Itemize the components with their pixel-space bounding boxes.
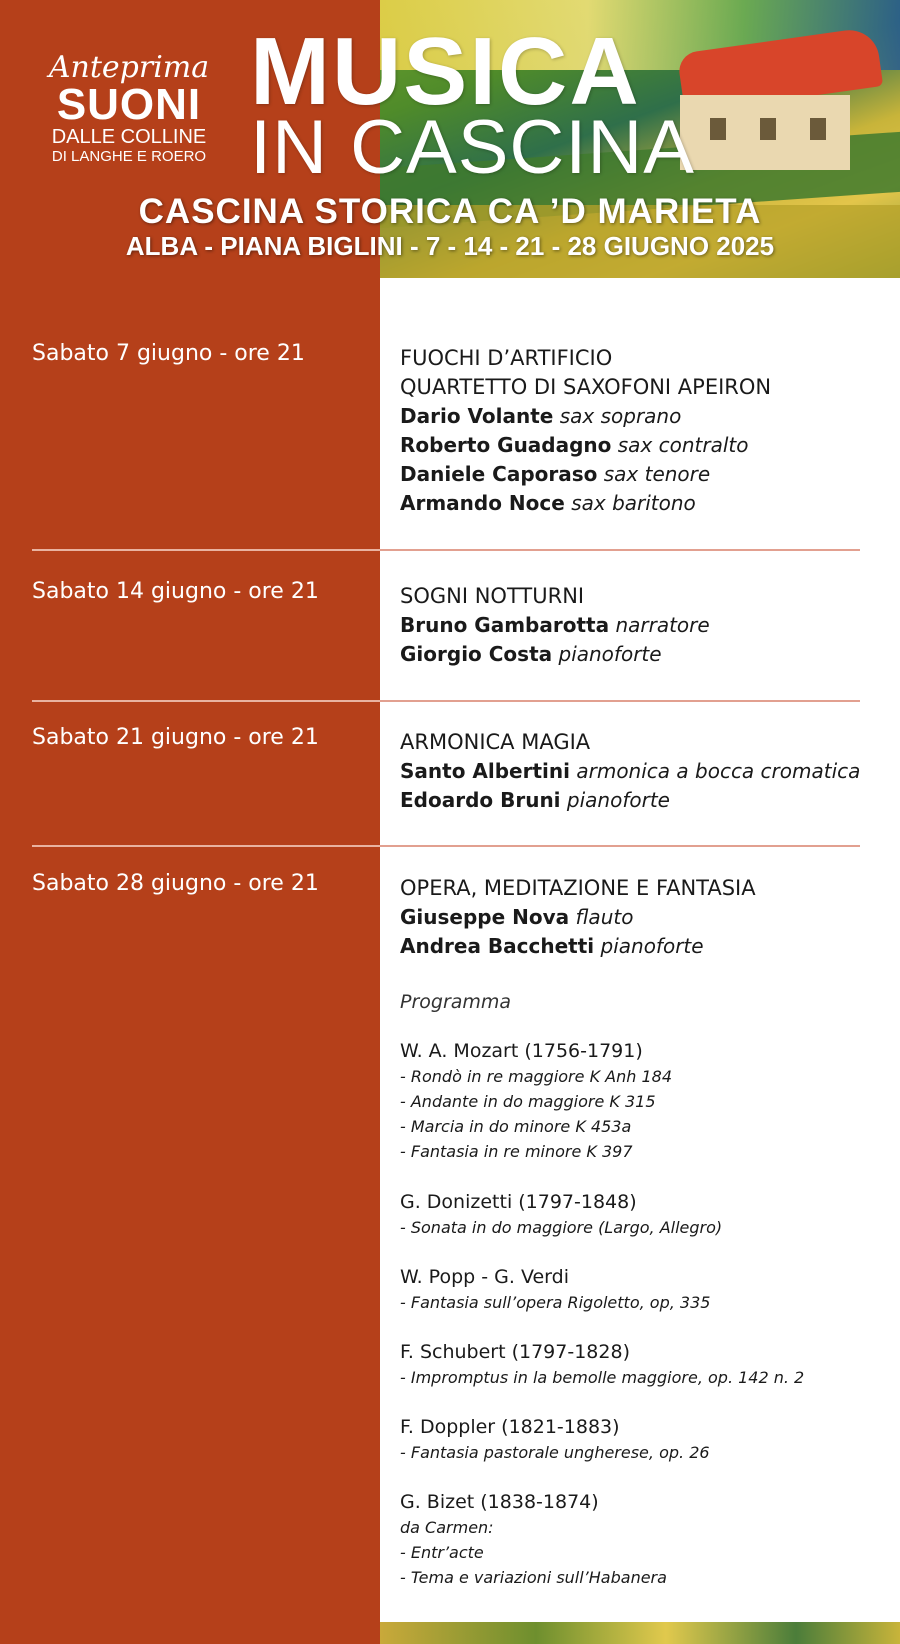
event-3-performer: Santo Albertini armonica a bocca cromatica: [400, 759, 861, 783]
event-2-performer: Bruno Gambarotta narratore: [400, 613, 710, 637]
event-4-performer: Giuseppe Nova flauto: [400, 905, 634, 929]
piece: - Marcia in do minore K 453a: [400, 1117, 632, 1136]
composer-mozart: W. A. Mozart (1756-1791): [400, 1040, 643, 1062]
brand-anteprima: Anteprima: [48, 50, 210, 85]
piece: - Entr’acte: [400, 1543, 484, 1562]
event-4-title: OPERA, MEDITAZIONE E FANTASIA: [400, 876, 756, 900]
event-2-title: SOGNI NOTTURNI: [400, 584, 585, 608]
divider: [32, 549, 860, 551]
event-3-date: Sabato 21 giugno - ore 21: [32, 725, 319, 750]
event-3-performer: Edoardo Bruni pianoforte: [400, 788, 670, 812]
divider: [32, 845, 860, 847]
composer-schubert: F. Schubert (1797-1828): [400, 1341, 630, 1363]
programma-label: Programma: [400, 991, 512, 1013]
event-1-date: Sabato 7 giugno - ore 21: [32, 341, 305, 366]
piece: da Carmen:: [400, 1518, 494, 1537]
divider: [32, 700, 860, 702]
venue-name: CASCINA STORICA CA ’D MARIETA: [138, 192, 762, 231]
composer-doppler: F. Doppler (1821-1883): [400, 1416, 620, 1438]
bottom-painting-strip: [380, 1622, 900, 1644]
brand-logo: [44, 52, 214, 166]
piece: - Fantasia in re minore K 397: [400, 1142, 633, 1161]
piece: - Fantasia pastorale ungherese, op. 26: [400, 1443, 710, 1462]
composer-bizet: G. Bizet (1838-1874): [400, 1491, 599, 1513]
event-1-title: FUOCHI D’ARTIFICIO QUARTETTO DI SAXOFONI APEIRON: [400, 346, 772, 399]
event-1-performer: Roberto Guadagno sax contralto: [400, 433, 749, 457]
event-1-performer: Daniele Caporaso sax tenore: [400, 462, 711, 486]
event-3-title: ARMONICA MAGIA: [400, 730, 591, 754]
piece: - Fantasia sull’opera Rigoletto, op, 335: [400, 1293, 711, 1312]
event-4-date: Sabato 28 giugno - ore 21: [32, 871, 319, 896]
brand-colline: DALLE COLLINE: [51, 126, 207, 148]
piece: - Impromptus in la bemolle maggiore, op. 142 n. 2: [400, 1368, 805, 1387]
piece: - Rondò in re maggiore K Anh 184: [400, 1067, 672, 1086]
event-2-performer: Giorgio Costa pianoforte: [400, 642, 662, 666]
event-1-performer: Armando Noce sax baritono: [400, 491, 696, 515]
composer-popp-verdi: W. Popp - G. Verdi: [400, 1266, 569, 1288]
title-musica: MUSICA: [250, 18, 641, 125]
event-1-performer: Dario Volante sax soprano: [400, 404, 682, 428]
event-dates: ALBA - PIANA BIGLINI - 7 - 14 - 21 - 28 GIUGNO 2025: [125, 231, 775, 261]
composer-donizetti: G. Donizetti (1797-1848): [400, 1191, 637, 1213]
event-4-performer: Andrea Bacchetti pianoforte: [400, 934, 704, 958]
piece: - Sonata in do maggiore (Largo, Allegro): [400, 1218, 723, 1237]
brand-langhe: DI LANGHE E ROERO: [51, 148, 207, 165]
brand-suoni: SUONI: [56, 80, 202, 129]
title-in-cascina: IN CASCINA: [250, 105, 695, 190]
piece: - Tema e variazioni sull’Habanera: [400, 1568, 667, 1587]
event-2-date: Sabato 14 giugno - ore 21: [32, 579, 319, 604]
piece: - Andante in do maggiore K 315: [400, 1092, 656, 1111]
